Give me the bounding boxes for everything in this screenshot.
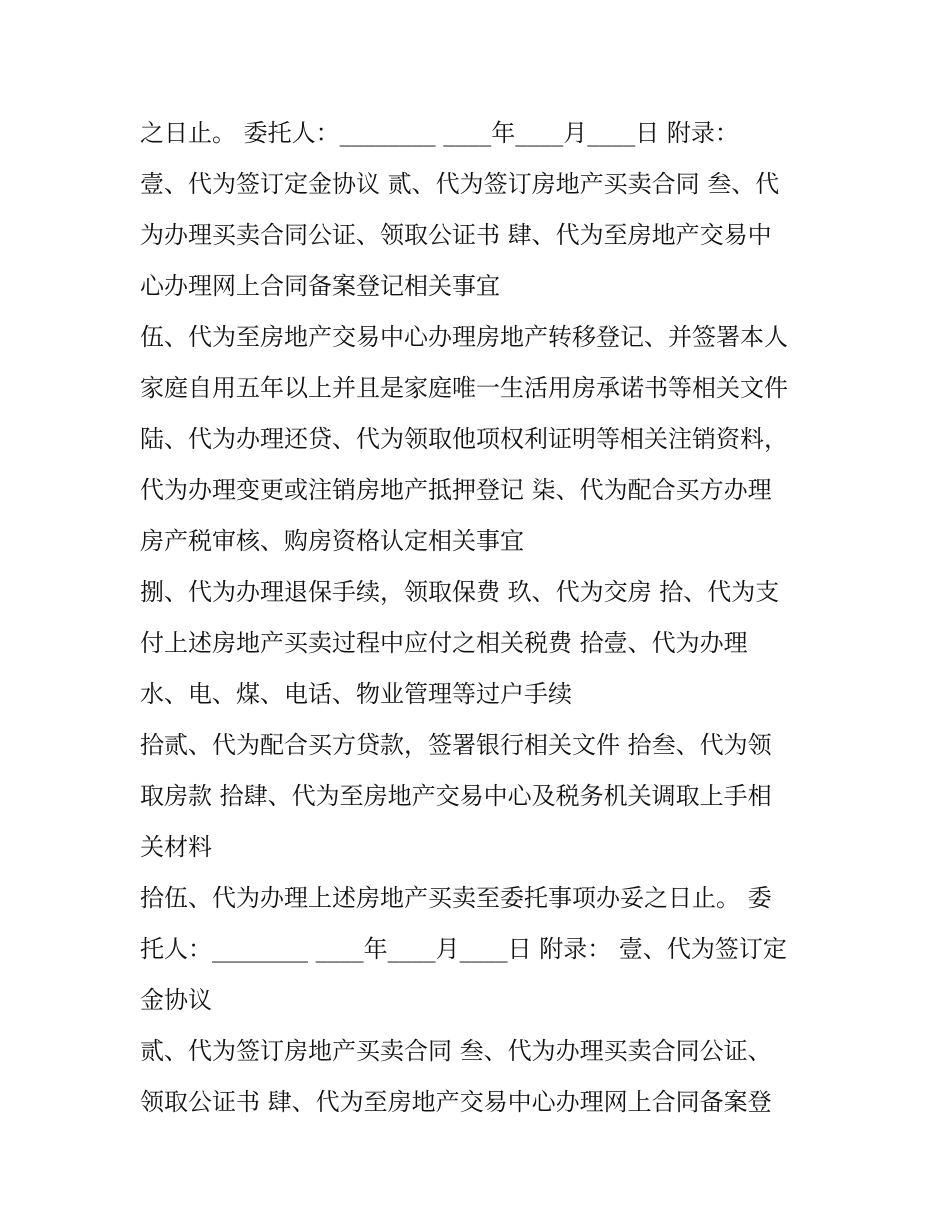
text-line-14: 取房款 拾肆、代为至房地产交易中心及税务机关调取上手相 [140, 782, 772, 810]
text-line-13: 拾贰、代为配合买方贷款，签署银行相关文件 拾叁、代为领 [140, 731, 772, 759]
text-line-10: 捌、代为办理退保手续，领取保费 玖、代为交房 拾、代为支 [140, 578, 780, 606]
text-line-1: 之日止。 委托人：________ ____年____月____日 附录： [140, 119, 739, 147]
text-line-6: 家庭自用五年以上并且是家庭唯一生活用房承诺书等相关文件 [140, 374, 788, 402]
text-line-5: 伍、代为至房地产交易中心办理房地产转移登记、并签署本人 [140, 323, 788, 351]
text-line-11: 付上述房地产买卖过程中应付之相关税费 拾壹、代为办理 [140, 629, 748, 657]
text-line-4: 心办理网上合同备案登记相关事宜 [140, 272, 500, 300]
text-line-2: 壹、代为签订定金协议 贰、代为签订房地产买卖合同 叁、代 [140, 170, 780, 198]
document-body [140, 108, 830, 1128]
text-line-18: 金协议 [140, 986, 212, 1014]
text-line-20: 领取公证书 肆、代为至房地产交易中心办理网上合同备案登 [140, 1088, 772, 1116]
text-line-9: 房产税审核、购房资格认定相关事宜 [140, 527, 524, 555]
text-line-17: 托人：________ ____年____月____日 附录： 壹、代为签订定 [140, 935, 787, 963]
text-line-7: 陆、代为办理还贷、代为领取他项权利证明等相关注销资料， [140, 425, 788, 453]
text-line-8: 代为办理变更或注销房地产抵押登记 柒、代为配合买方办理 [140, 476, 772, 504]
text-line-12: 水、电、煤、电话、物业管理等过户手续 [140, 680, 572, 708]
text-line-19: 贰、代为签订房地产买卖合同 叁、代为办理买卖合同公证、 [140, 1037, 772, 1065]
text-line-15: 关材料 [140, 833, 212, 861]
text-line-3: 为办理买卖合同公证、领取公证书 肆、代为至房地产交易中 [140, 221, 772, 249]
text-line-16: 拾伍、代为办理上述房地产买卖至委托事项办妥之日止。 委 [140, 884, 772, 912]
